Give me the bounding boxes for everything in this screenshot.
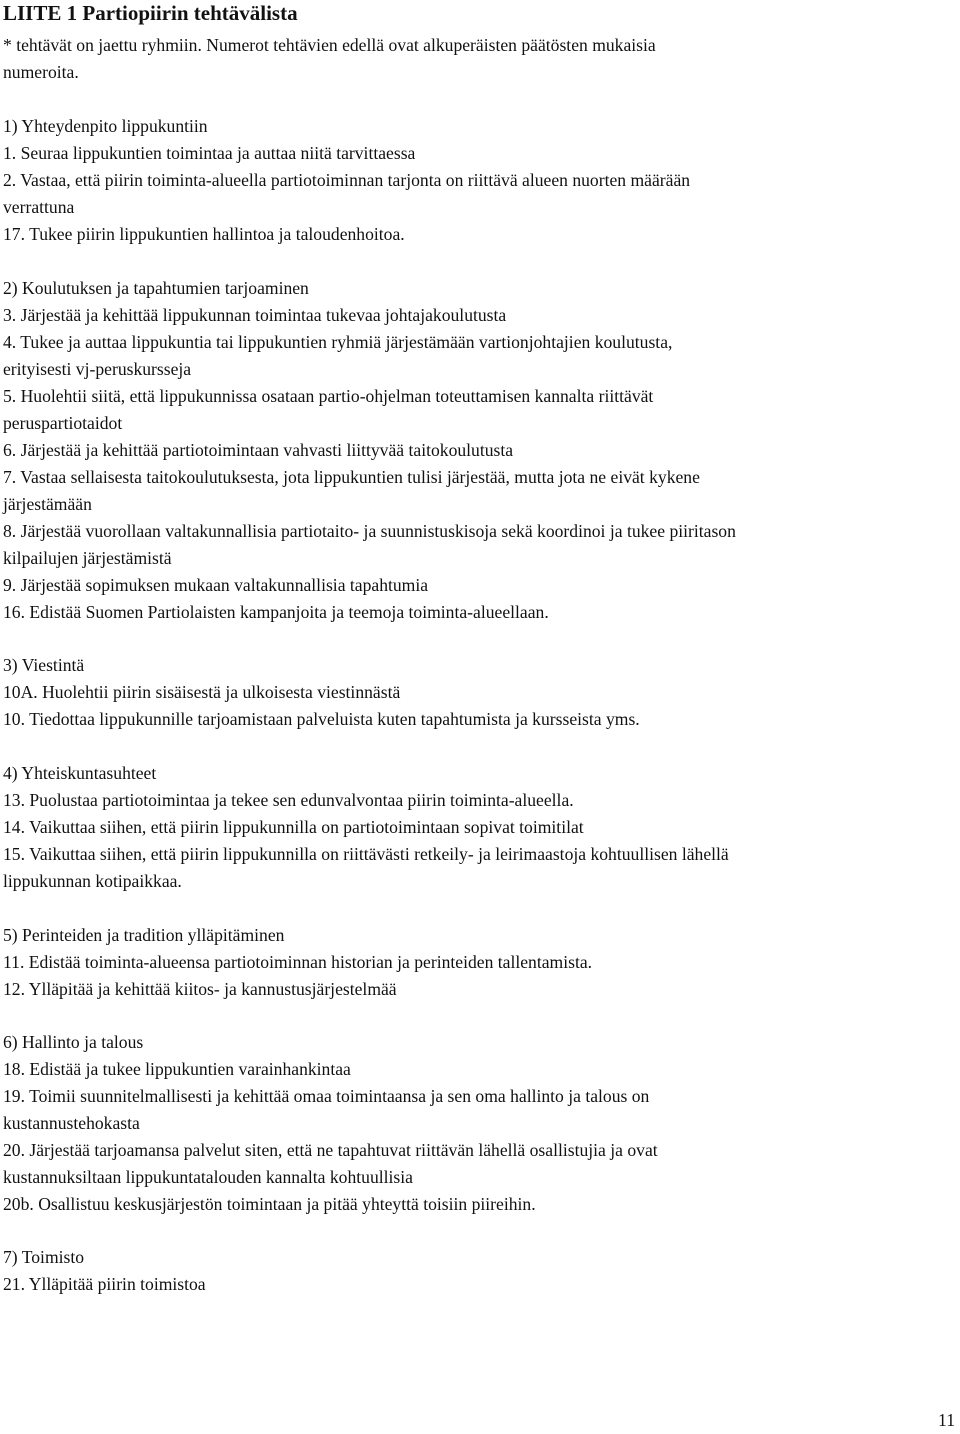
task-line: kustannuksiltaan lippukuntatalouden kannalta kohtuullisia — [3, 1167, 413, 1187]
section-heading: 1) Yhteydenpito lippukuntiin — [3, 116, 208, 136]
task-line: erityisesti vj-peruskursseja — [3, 359, 192, 379]
task-line: 13. Puolustaa partiotoimintaa ja tekee sen edunvalvontaa piirin toiminta-alueella. — [3, 790, 574, 810]
task-line: 8. Järjestää vuorollaan valtakunnallisia partiotaito- ja suunnistuskisoja sekä koordinoi ja tukee piiritason — [3, 521, 736, 541]
task-line: 19. Toimii suunnitelmallisesti ja kehittää omaa toimintaansa ja sen oma hallinto ja talous on — [3, 1086, 650, 1106]
task-line: verrattuna — [3, 197, 75, 217]
section-heading: 4) Yhteiskuntasuhteet — [3, 763, 157, 783]
task-line: 14. Vaikuttaa siihen, että piirin lippukunnilla on partiotoimintaan sopivat toimitilat — [3, 817, 584, 837]
task-line: 10. Tiedottaa lippukunnille tarjoamistaan palveluista kuten tapahtumista ja kursseista yms. — [3, 709, 640, 729]
section-heading: 2) Koulutuksen ja tapahtumien tarjoaminen — [3, 278, 309, 298]
task-line: 6. Järjestää ja kehittää partiotoimintaan vahvasti liittyvää taitokoulutusta — [3, 440, 514, 460]
task-line: 10A. Huolehtii piirin sisäisestä ja ulkoisesta viestinnästä — [3, 682, 401, 702]
task-line: 15. Vaikuttaa siihen, että piirin lippukunnilla on riittävästi retkeily- ja leirimaastoja kohtuullisen lähellä — [3, 844, 729, 864]
task-line: 1. Seuraa lippukuntien toimintaa ja auttaa niitä tarvittaessa — [3, 143, 416, 163]
task-line: lippukunnan kotipaikkaa. — [3, 871, 182, 891]
task-line: 2. Vastaa, että piirin toiminta-alueella partiotoiminnan tarjonta on riittävä alueen nuorten määrään — [3, 170, 691, 190]
task-line: 4. Tukee ja auttaa lippukuntia tai lippukuntien ryhmiä järjestämään vartionjohtajien koulutusta, — [3, 332, 673, 352]
task-line: 7. Vastaa sellaisesta taitokoulutuksesta, jota lippukuntien tulisi järjestää, mutta jota ne eivät kykene — [3, 467, 700, 487]
task-line: 11. Edistää toiminta-alueensa partiotoiminnan historian ja perinteiden tallentamista. — [3, 952, 593, 972]
task-line: 3. Järjestää ja kehittää lippukunnan toimintaa tukevaa johtajakoulutusta — [3, 305, 507, 325]
task-line: kilpailujen järjestämistä — [3, 548, 172, 568]
task-line: kustannustehokasta — [3, 1113, 140, 1133]
section-heading: 3) Viestintä — [3, 655, 85, 675]
section-heading: 5) Perinteiden ja tradition ylläpitäminen — [3, 925, 285, 945]
task-line: 17. Tukee piirin lippukuntien hallintoa ja taloudenhoitoa. — [3, 224, 405, 244]
page-number: 11 — [938, 1410, 955, 1430]
task-line: 18. Edistää ja tukee lippukuntien varainhankintaa — [3, 1059, 351, 1079]
section-heading: 7) Toimisto — [3, 1247, 85, 1267]
task-line: 20b. Osallistuu keskusjärjestön toimintaan ja pitää yhteyttä toisiin piireihin. — [3, 1194, 536, 1214]
intro-line: * tehtävät on jaettu ryhmiin. Numerot tehtävien edellä ovat alkuperäisten päätösten mukaisia — [3, 35, 656, 55]
section-heading: 6) Hallinto ja talous — [3, 1032, 144, 1052]
task-line: 21. Ylläpitää piirin toimistoa — [3, 1274, 206, 1294]
intro-line: numeroita. — [3, 62, 79, 82]
task-line: peruspartiotaidot — [3, 413, 123, 433]
task-line: 20. Järjestää tarjoamansa palvelut siten, että ne tapahtuvat riittävän lähellä osallistujia ja ovat — [3, 1140, 658, 1160]
task-line: järjestämään — [3, 494, 92, 514]
task-line: 5. Huolehtii siitä, että lippukunnissa osataan partio-ohjelman toteuttamisen kannalta riittävät — [3, 386, 654, 406]
document-title: LIITE 1 Partiopiirin tehtävälista — [3, 1, 298, 25]
task-line: 9. Järjestää sopimuksen mukaan valtakunnallisia tapahtumia — [3, 575, 429, 595]
task-line: 12. Ylläpitää ja kehittää kiitos- ja kannustusjärjestelmää — [3, 979, 397, 999]
task-line: 16. Edistää Suomen Partiolaisten kampanjoita ja teemoja toiminta-alueellaan. — [3, 602, 549, 622]
